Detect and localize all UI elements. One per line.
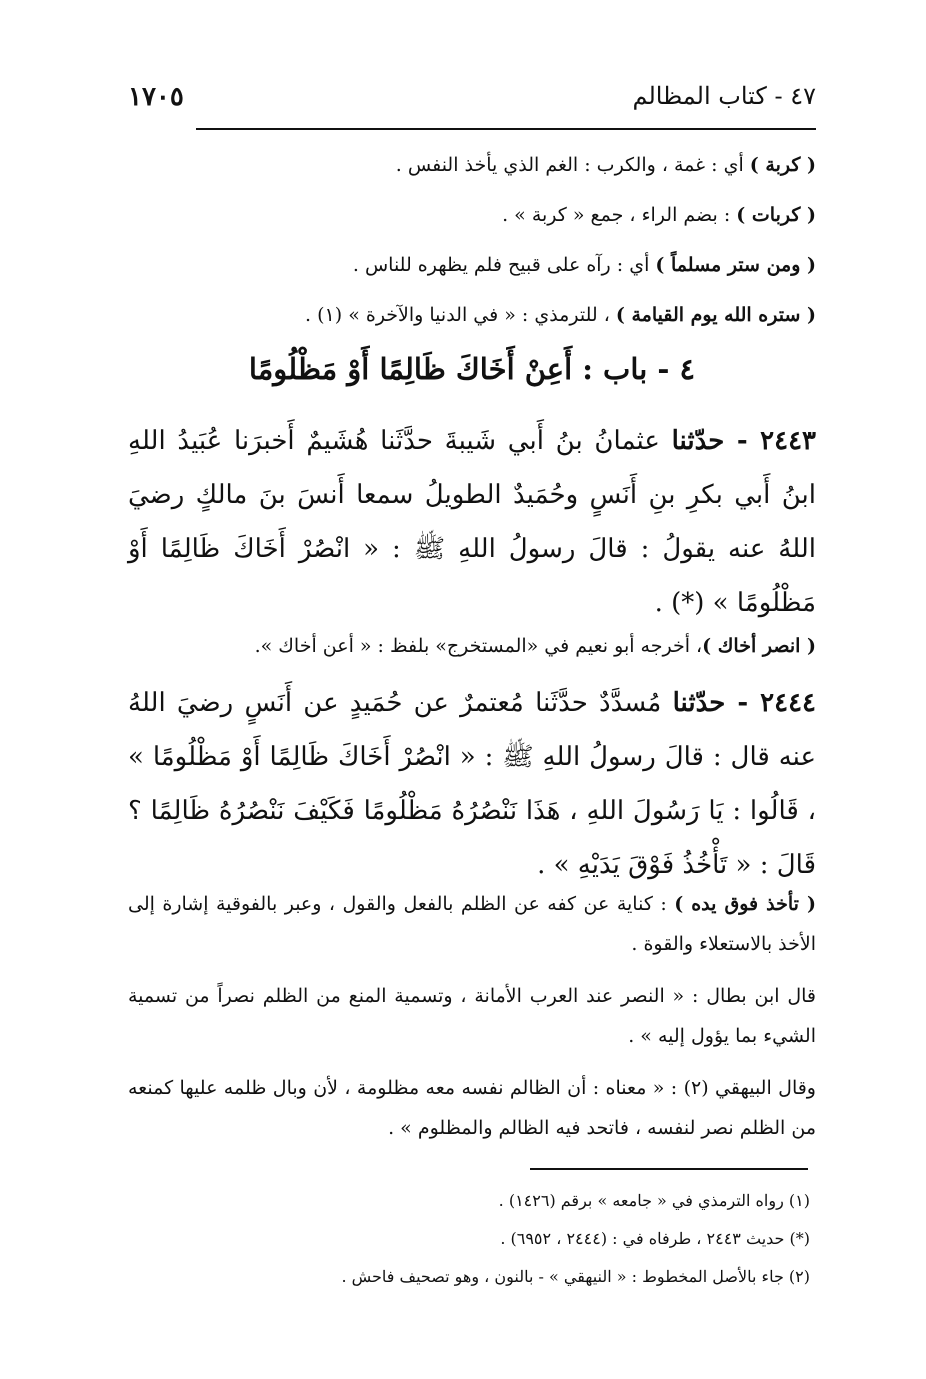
hadith-text: عثمانُ بنُ أَبي شَيبةَ حدَّثَنا هُشَيمٌ أَخبرَنا عُبَيدُ اللهِ ابنُ أَبي بكرِ بنِ أَنَسٍ وحُمَيدٌ الطويلُ سمعا أَنسَ بنَ مالكٍ رضيَ اللهُ عنه يقولُ : قالَ رسولُ اللهِ ﷺ : « انْصُرْ أَخَاكَ ظَالِمًا أَوْ مَظْلُومًا » (*) . bbox=[128, 426, 816, 618]
gloss-term: ( كربة ) bbox=[749, 154, 816, 176]
note-text: قال ابن بطال : « النصر عند العرب الأمانة ، وتسمية المنع من الظلم نصراً من تسمية الشيء بما يؤول إليه » . bbox=[128, 985, 816, 1047]
gloss-term: ( ستره الله يوم القيامة ) bbox=[615, 304, 816, 326]
gloss-line bbox=[128, 290, 816, 340]
gloss-line bbox=[128, 190, 816, 240]
running-header bbox=[128, 82, 816, 122]
note-text: : كناية عن كفه عن الظلم بالفعل والقول ، وعبر بالفوقية إشارة إلى الأخذ بالاستعلاء والقوة . bbox=[128, 893, 816, 955]
gloss-term: ( ومن ستر مسلماً ) bbox=[655, 254, 816, 276]
bab-heading: ٤ - باب : أَعِنْ أَخَاكَ ظَالِمًا أَوْ مَظْلُومًا bbox=[248, 352, 696, 386]
gloss-text: ، للترمذي : « في الدنيا والآخرة » (١) . bbox=[305, 304, 616, 326]
gloss-text: : بضم الراء ، جمع « كربة » . bbox=[502, 204, 737, 226]
page-number: ١٧٠٥ bbox=[128, 82, 184, 112]
gloss-line bbox=[128, 240, 816, 290]
note-text: ، أخرجه أبو نعيم في «المستخرج» بلفظ : « أعن أخاك ». bbox=[254, 635, 703, 657]
hadith-2444 bbox=[128, 676, 816, 892]
hadith-2443 bbox=[128, 414, 816, 630]
gloss-text: أي : غمة ، والكرب : الغم الذي يأخذ النفس . bbox=[395, 154, 750, 176]
footnote: (*) حديث ٢٤٤٣ ، طرفاه في : (٢٤٤٤ ، ٦٩٥٢) . bbox=[500, 1229, 810, 1248]
commentary-2 bbox=[128, 976, 816, 1056]
footnote: (١) رواه الترمذي في « جامعه » برقم (١٤٢٦) . bbox=[498, 1191, 810, 1210]
gloss-term: ( كربات ) bbox=[736, 204, 816, 226]
note-text: وقال البيهقي (٢) : « معناه : أن الظالم نفسه معه مظلومة ، لأن وبال ظلمه عليها كمنعه من الظلم نصر لنفسه ، فاتحد فيه الظالم والمظلوم » . bbox=[128, 1077, 816, 1139]
note-term: ( انصر أخاك ) bbox=[702, 635, 816, 657]
gloss-line bbox=[128, 140, 816, 190]
commentary-3 bbox=[128, 1068, 816, 1148]
commentary-1 bbox=[128, 884, 816, 964]
note-2443 bbox=[128, 626, 816, 666]
footnote-rule bbox=[530, 1168, 808, 1170]
header-rule bbox=[196, 128, 816, 130]
glosses-section bbox=[128, 140, 816, 340]
footnote: (٢) جاء بالأصل المخطوط : « النيهقي » - بالنون ، وهو تصحيف فاحش . bbox=[341, 1267, 810, 1286]
hadith-number: ٢٤٤٣ - حدّثنا bbox=[671, 426, 816, 456]
gloss-text: أي : رآه على قبيح فلم يظهره للناس . bbox=[352, 254, 656, 276]
hadith-number: ٢٤٤٤ - حدّثنا bbox=[672, 688, 816, 718]
chapter-title: ٤٧ - كتاب المظالم bbox=[632, 82, 816, 110]
note-term: ( تأخذ فوق يده ) bbox=[674, 893, 816, 915]
hadith-text: مُسدَّدٌ حدَّثَنا مُعتمرٌ عن حُمَيدٍ عن أَنَسٍ رضيَ اللهُ عنه قال : قالَ رسولُ اللهِ ﷺ : « انْصُرْ أَخَاكَ ظَالِمًا أَوْ مَظْلُومًا » ، قَالُوا : يَا رَسُولَ اللهِ ، هَذَا نَنْصُرُهُ مَظْلُومًا فَكَيْفَ نَنْصُرُهُ ظَالِمًا ؟ قَالَ : « تَأْخُذُ فَوْقَ يَدَيْهِ » . bbox=[128, 688, 816, 880]
